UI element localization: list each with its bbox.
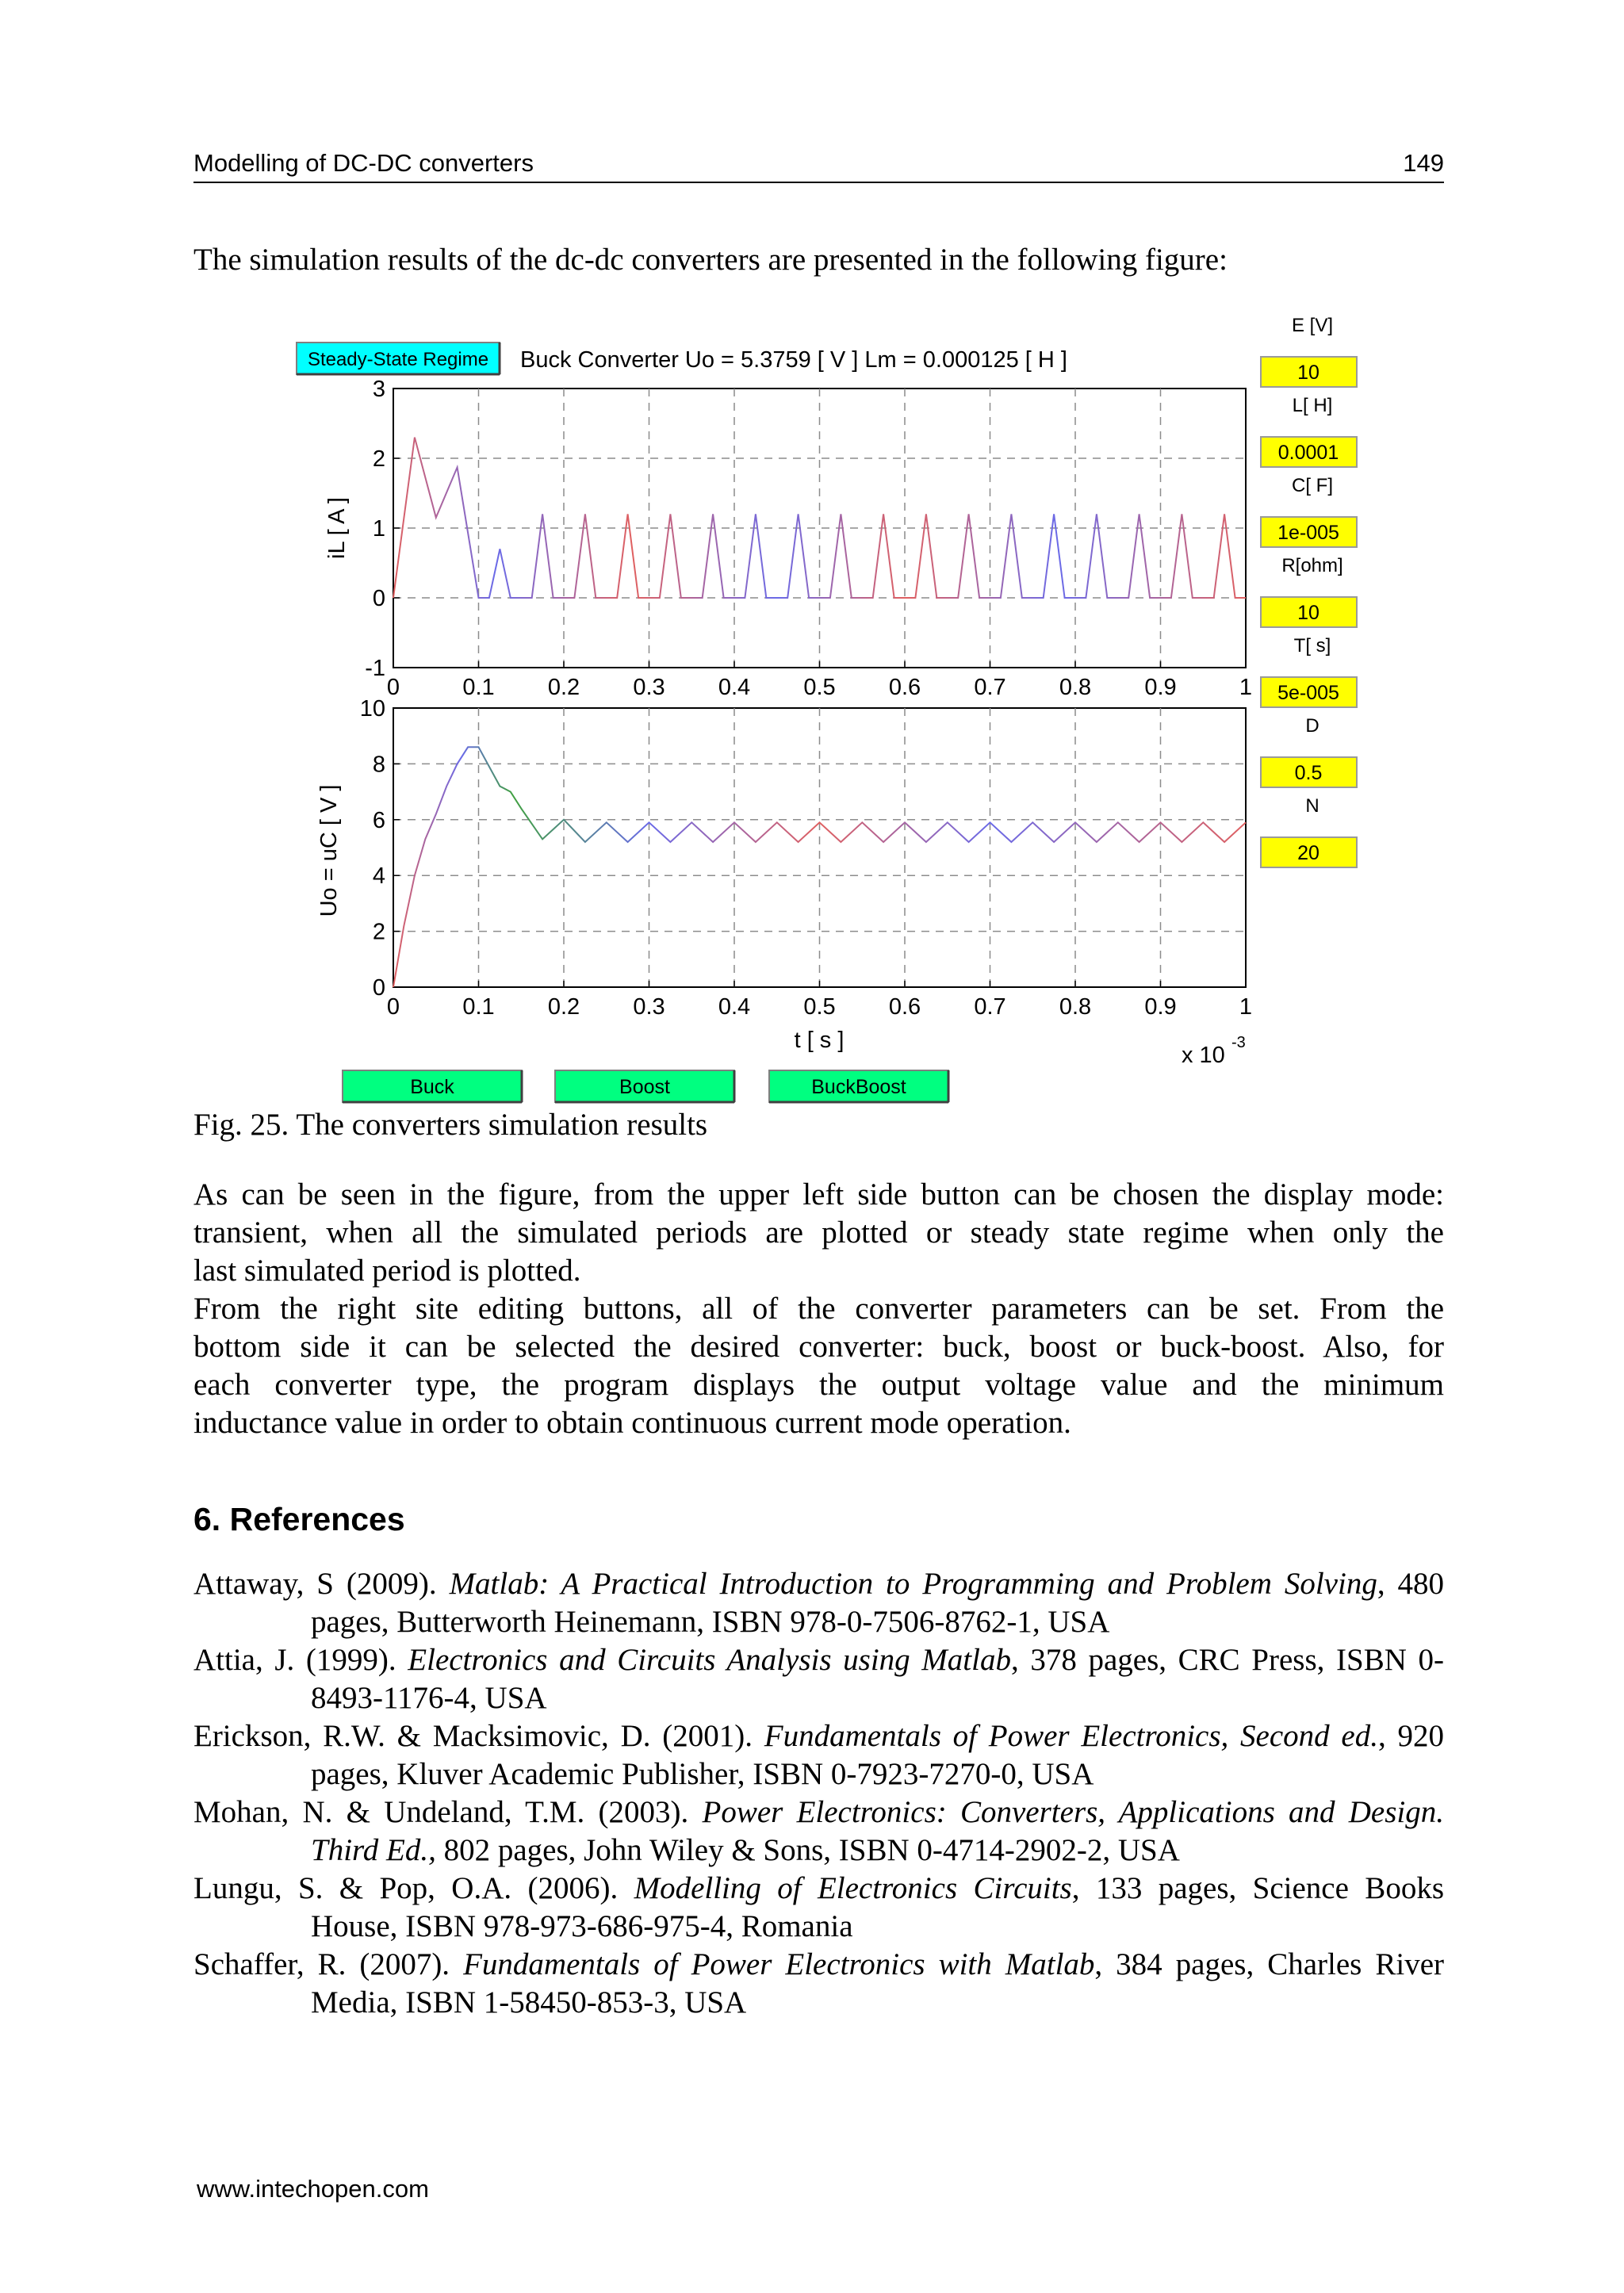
reference-erickson: Erickson, R.W. & Macksimovic, D. (2001). Fundamentals of Power Electronics, Second ed., 920 pages, Kluver Academic Publisher, ISBN 0-7923-7270-0, USA: [193, 1719, 1444, 1791]
bottom-ytick-label: 6: [372, 807, 385, 833]
top-ylabel: iL [ A ]: [324, 497, 350, 559]
param-value: 10: [1297, 602, 1320, 624]
reference-attaway: Attaway, S (2009). Matlab: A Practical Introduction to Programming and Problem Solving, 480 pages, Butterworth Heinemann, ISBN 978-0-7506-8762-1, USA: [193, 1567, 1445, 1639]
bottom-ylabel: Uo = uC [ V ]: [316, 784, 342, 917]
plot-title: Buck Converter Uo = 5.3759 [ V ] Lm = 0.000125 [ H ]: [520, 347, 1067, 373]
paragraph-parameters: [193, 1290, 1444, 1442]
intro-text: The simulation results of the dc-dc converters are presented in the following figure:: [193, 243, 1228, 277]
reference-attia: Attia, J. (1999). Electronics and Circuits Analysis using Matlab, 378 pages, CRC Press, ISBN 0- 8493-1176-4, USA: [193, 1643, 1444, 1715]
param-label: C[ F]: [1292, 475, 1333, 496]
top-ytick-label: 1: [372, 516, 385, 542]
bottom-ytick-label: 2: [372, 919, 385, 945]
param-label: L[ H]: [1292, 395, 1333, 416]
parameter-panel: [1261, 315, 1357, 867]
top-ytick-label: 0: [372, 586, 385, 611]
references-heading: 6. References: [193, 1501, 405, 1537]
bottom-xtick-label: 0.7: [974, 994, 1006, 1020]
param-input[interactable]: [1261, 437, 1357, 467]
bottom-ytick-label: 10: [359, 696, 385, 722]
converter-button-boost[interactable]: [555, 1070, 734, 1102]
converter-button-label: BuckBoost: [811, 1076, 906, 1098]
param-value: 1e-005: [1277, 522, 1339, 544]
bottom-xtick-label: 1: [1239, 994, 1253, 1020]
top-xtick-label: 0.5: [803, 675, 836, 700]
page-number: 149: [1403, 149, 1444, 177]
bottom-ytick-label: 0: [372, 975, 385, 1001]
top-xtick-label: 0.9: [1144, 675, 1177, 700]
bottom-xtick-label: 0: [386, 994, 400, 1020]
converter-button-buck[interactable]: [343, 1070, 522, 1102]
param-input[interactable]: [1261, 597, 1357, 627]
x-multiplier: x 10: [1182, 1043, 1225, 1068]
reference-mohan: Mohan, N. & Undeland, T.M. (2003). Power Electronics: Converters, Applications and Design. Third Ed., 802 pages, John Wiley & Sons, ISBN 0-4714-2902-2, USA: [193, 1795, 1444, 1867]
param-input[interactable]: [1261, 517, 1357, 547]
bottom-ytick-label: 8: [372, 752, 385, 778]
param-label: E [V]: [1291, 315, 1334, 336]
paragraph-line: From the right site editing buttons, all of the converter parameters can be set. From the: [193, 1292, 1444, 1326]
bottom-ytick-label: 4: [372, 863, 385, 890]
reference-lungu: Lungu, S. & Pop, O.A. (2006). Modelling of Electronics Circuits, 133 pages, Science Books House, ISBN 978-973-686-975-4, Romania: [193, 1871, 1444, 1943]
bottom-xtick-label: 0.3: [633, 994, 665, 1020]
figure-caption: Fig. 25. The converters simulation results: [193, 1108, 708, 1142]
steady-state-regime-button[interactable]: [297, 343, 500, 374]
top-xtick-label: 0.4: [718, 675, 751, 700]
param-label: D: [1305, 715, 1320, 737]
paragraph-line: transient, when all the simulated periods are plotted or steady state regime when only the: [193, 1215, 1444, 1250]
footer-url: www.intechopen.com: [197, 2175, 429, 2203]
param-value: 20: [1297, 842, 1320, 864]
paragraph-display-mode: [193, 1176, 1444, 1290]
paragraph-line: last simulated period is plotted.: [193, 1254, 581, 1288]
mode-button-label: Steady-State Regime: [307, 349, 489, 370]
param-value: 5e-005: [1277, 682, 1339, 704]
param-label: N: [1305, 795, 1320, 817]
bottom-xlabel: t [ s ]: [794, 1028, 845, 1053]
paragraph-line: bottom side it can be selected the desired converter: buck, boost or buck-boost. Also, for: [193, 1330, 1444, 1364]
running-title: Modelling of DC-DC converters: [193, 149, 534, 177]
param-value: 0.5: [1294, 762, 1323, 784]
converter-button-label: Buck: [410, 1076, 454, 1098]
top-xtick-label: 0.8: [1059, 675, 1092, 700]
top-ytick-label: 2: [372, 446, 385, 472]
top-xtick-label: 0.6: [888, 675, 921, 700]
param-value: 10: [1297, 362, 1320, 384]
bottom-xtick-label: 0.2: [547, 994, 580, 1020]
bottom-xtick-label: 0.4: [718, 994, 751, 1020]
top-axes-frame: [393, 389, 1246, 668]
param-label: R[ohm]: [1281, 555, 1343, 576]
top-xtick-label: 0.3: [633, 675, 665, 700]
bottom-axes-frame: [393, 708, 1246, 987]
paragraph-line: inductance value in order to obtain continuous current mode operation.: [193, 1406, 1071, 1440]
top-xtick-label: 0.2: [547, 675, 580, 700]
param-input[interactable]: [1261, 677, 1357, 707]
top-ytick-label: 3: [372, 377, 385, 402]
bottom-xtick-label: 0.6: [888, 994, 921, 1020]
param-input[interactable]: [1261, 837, 1357, 867]
top-xtick-label: 0: [386, 675, 400, 700]
bottom-xtick-label: 0.1: [462, 994, 495, 1020]
top-xtick-label: 0.1: [462, 675, 495, 700]
converter-button-buckboost[interactable]: [769, 1070, 948, 1102]
paragraph-line: each converter type, the program displays the output voltage value and the minimum: [193, 1368, 1444, 1402]
x-multiplier-exponent: -3: [1231, 1034, 1246, 1051]
top-xtick-label: 0.7: [974, 675, 1006, 700]
top-xtick-label: 1: [1239, 675, 1253, 700]
converter-button-label: Boost: [619, 1076, 670, 1098]
param-input[interactable]: [1261, 357, 1357, 387]
param-input[interactable]: [1261, 757, 1357, 787]
converter-buttons: [343, 1070, 948, 1102]
param-label: T[ s]: [1293, 635, 1331, 657]
bottom-xtick-label: 0.9: [1144, 994, 1177, 1020]
paragraph-line: As can be seen in the figure, from the upper left side button can be chosen the display mode:: [193, 1177, 1444, 1212]
top-ytick-label: -1: [365, 656, 385, 681]
param-value: 0.0001: [1277, 442, 1339, 464]
bottom-xtick-label: 0.8: [1059, 994, 1092, 1020]
reference-schaffer: Schaffer, R. (2007). Fundamentals of Power Electronics with Matlab, 384 pages, Charles River Media, ISBN 1-58450-853-3, USA: [193, 1947, 1445, 2019]
bottom-xtick-label: 0.5: [803, 994, 836, 1020]
